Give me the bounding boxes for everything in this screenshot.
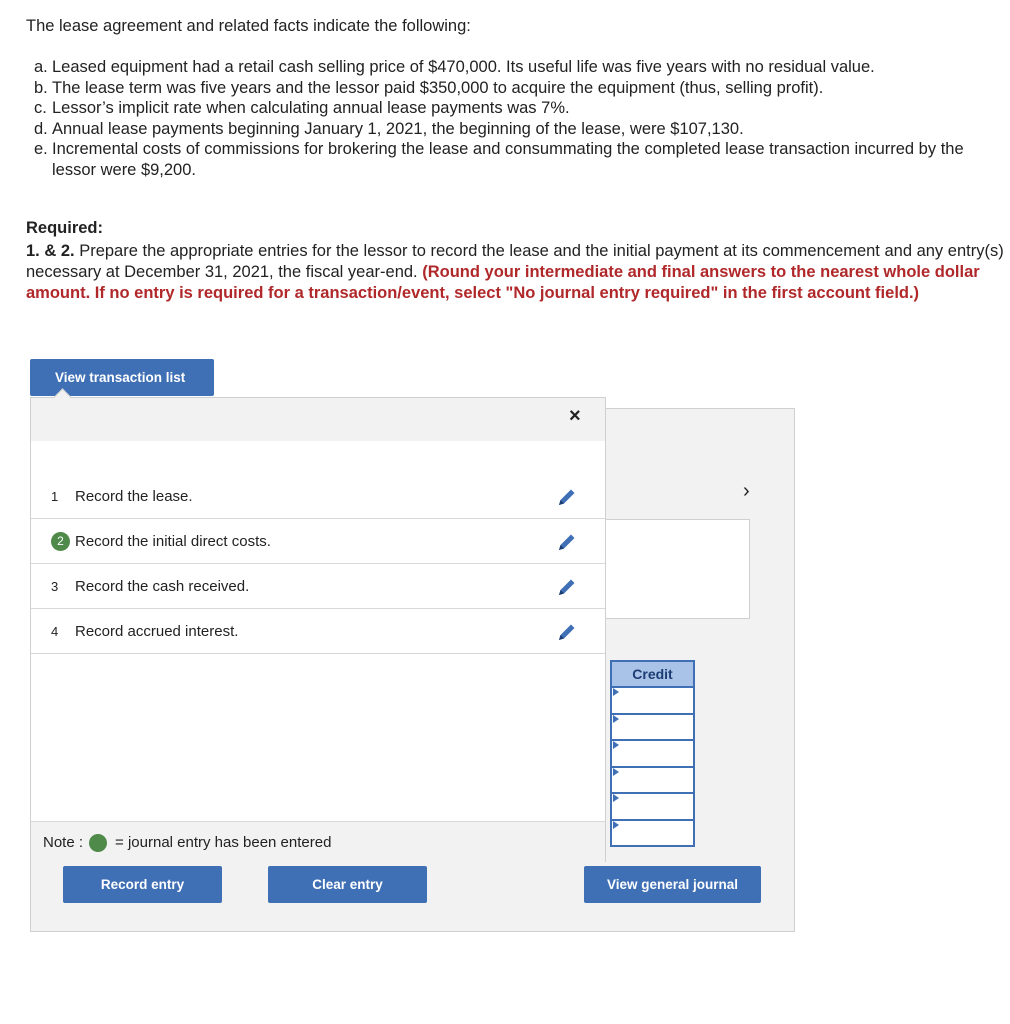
required-body: Prepare the appropriate entries for the lessor to record the lease and the initial payment at its commencement and any entry(s) necessary at December 31, 2021, the fiscal year-end. xyxy=(26,242,1004,281)
credit-input[interactable] xyxy=(610,715,695,742)
fact-letter: a. xyxy=(34,58,48,76)
pencil-edit-icon[interactable] xyxy=(556,486,578,508)
transaction-number: 1 xyxy=(51,488,59,504)
view-general-journal-button[interactable]: View general journal xyxy=(584,866,761,903)
transaction-row-1[interactable] xyxy=(31,474,605,519)
entered-dot-icon xyxy=(89,834,107,852)
legend-note xyxy=(31,821,605,863)
fact-e xyxy=(34,139,1009,180)
fact-c xyxy=(34,98,1009,119)
credit-input[interactable] xyxy=(610,821,695,848)
pencil-edit-icon[interactable] xyxy=(556,531,578,553)
fact-text: Annual lease payments beginning January 1, 2021, the beginning of the lease, were $107,130. xyxy=(52,119,744,138)
credit-header: Credit xyxy=(610,660,695,688)
credit-input[interactable] xyxy=(610,741,695,768)
transaction-label: Record the initial direct costs. xyxy=(75,532,271,550)
pencil-edit-icon[interactable] xyxy=(556,621,578,643)
transaction-list xyxy=(31,474,605,654)
credit-input[interactable] xyxy=(610,688,695,715)
transaction-row-3[interactable] xyxy=(31,564,605,609)
note-label: Note : xyxy=(43,834,84,851)
dropdown-marker-icon xyxy=(613,715,619,723)
fact-text: Lessor’s implicit rate when calculating annual lease payments was 7%. xyxy=(52,99,570,117)
fact-text: The lease term was five years and the lessor paid $350,000 to acquire the equipment (thus, selling profit). xyxy=(52,78,824,97)
dropdown-marker-icon xyxy=(613,768,619,776)
dropdown-marker-icon xyxy=(613,688,619,696)
required-number: 1. & 2. xyxy=(26,242,75,260)
transaction-label: Record accrued interest. xyxy=(75,622,239,640)
view-transaction-list-button[interactable]: View transaction list xyxy=(30,359,214,396)
fact-b xyxy=(34,78,1009,99)
pencil-edit-icon[interactable] xyxy=(556,576,578,598)
fact-d xyxy=(34,119,1009,140)
intro-text: The lease agreement and related facts indicate the following: xyxy=(26,17,471,35)
dropdown-marker-icon xyxy=(613,794,619,802)
clear-entry-button[interactable]: Clear entry xyxy=(268,866,427,903)
transaction-list-popup xyxy=(30,397,606,862)
fact-letter: e. xyxy=(34,140,48,158)
fact-text: Leased equipment had a retail cash selling price of $470,000. Its useful life was five years with no residual value. xyxy=(52,58,875,76)
fact-text: Incremental costs of commissions for brokering the lease and consummating the completed lease transaction incurred by the lessor were $9,200. xyxy=(52,140,964,179)
required-instructions xyxy=(26,241,1006,304)
credit-column xyxy=(610,660,695,847)
record-entry-button[interactable]: Record entry xyxy=(63,866,222,903)
dropdown-marker-icon xyxy=(613,821,619,829)
credit-input[interactable] xyxy=(610,768,695,795)
required-heading: Required: xyxy=(26,219,104,237)
transaction-row-2[interactable] xyxy=(31,519,605,564)
fact-letter: c. xyxy=(34,99,47,117)
fact-letter: b. xyxy=(34,78,48,97)
fact-a xyxy=(34,57,1009,78)
popup-header xyxy=(31,398,605,441)
close-icon[interactable]: × xyxy=(569,405,581,427)
rounding-instruction: (Round your intermediate and final answers to the nearest whole dollar amount. If no entry is required for a transaction/event, select "No journal entry required" in the first account field.) xyxy=(26,263,980,302)
facts-list xyxy=(34,57,1009,180)
transaction-label: Record the cash received. xyxy=(75,577,250,595)
credit-input[interactable] xyxy=(610,794,695,821)
transaction-number: 4 xyxy=(51,623,59,639)
transaction-row-4[interactable] xyxy=(31,609,605,654)
fact-letter: d. xyxy=(34,119,48,138)
next-chevron-icon[interactable]: › xyxy=(743,480,750,502)
transaction-number: 3 xyxy=(51,578,59,594)
note-text: = journal entry has been entered xyxy=(115,834,332,851)
dropdown-marker-icon xyxy=(613,741,619,749)
transaction-label: Record the lease. xyxy=(75,487,193,505)
entered-status-badge: 2 xyxy=(51,532,70,551)
transaction-description-box xyxy=(605,519,750,619)
